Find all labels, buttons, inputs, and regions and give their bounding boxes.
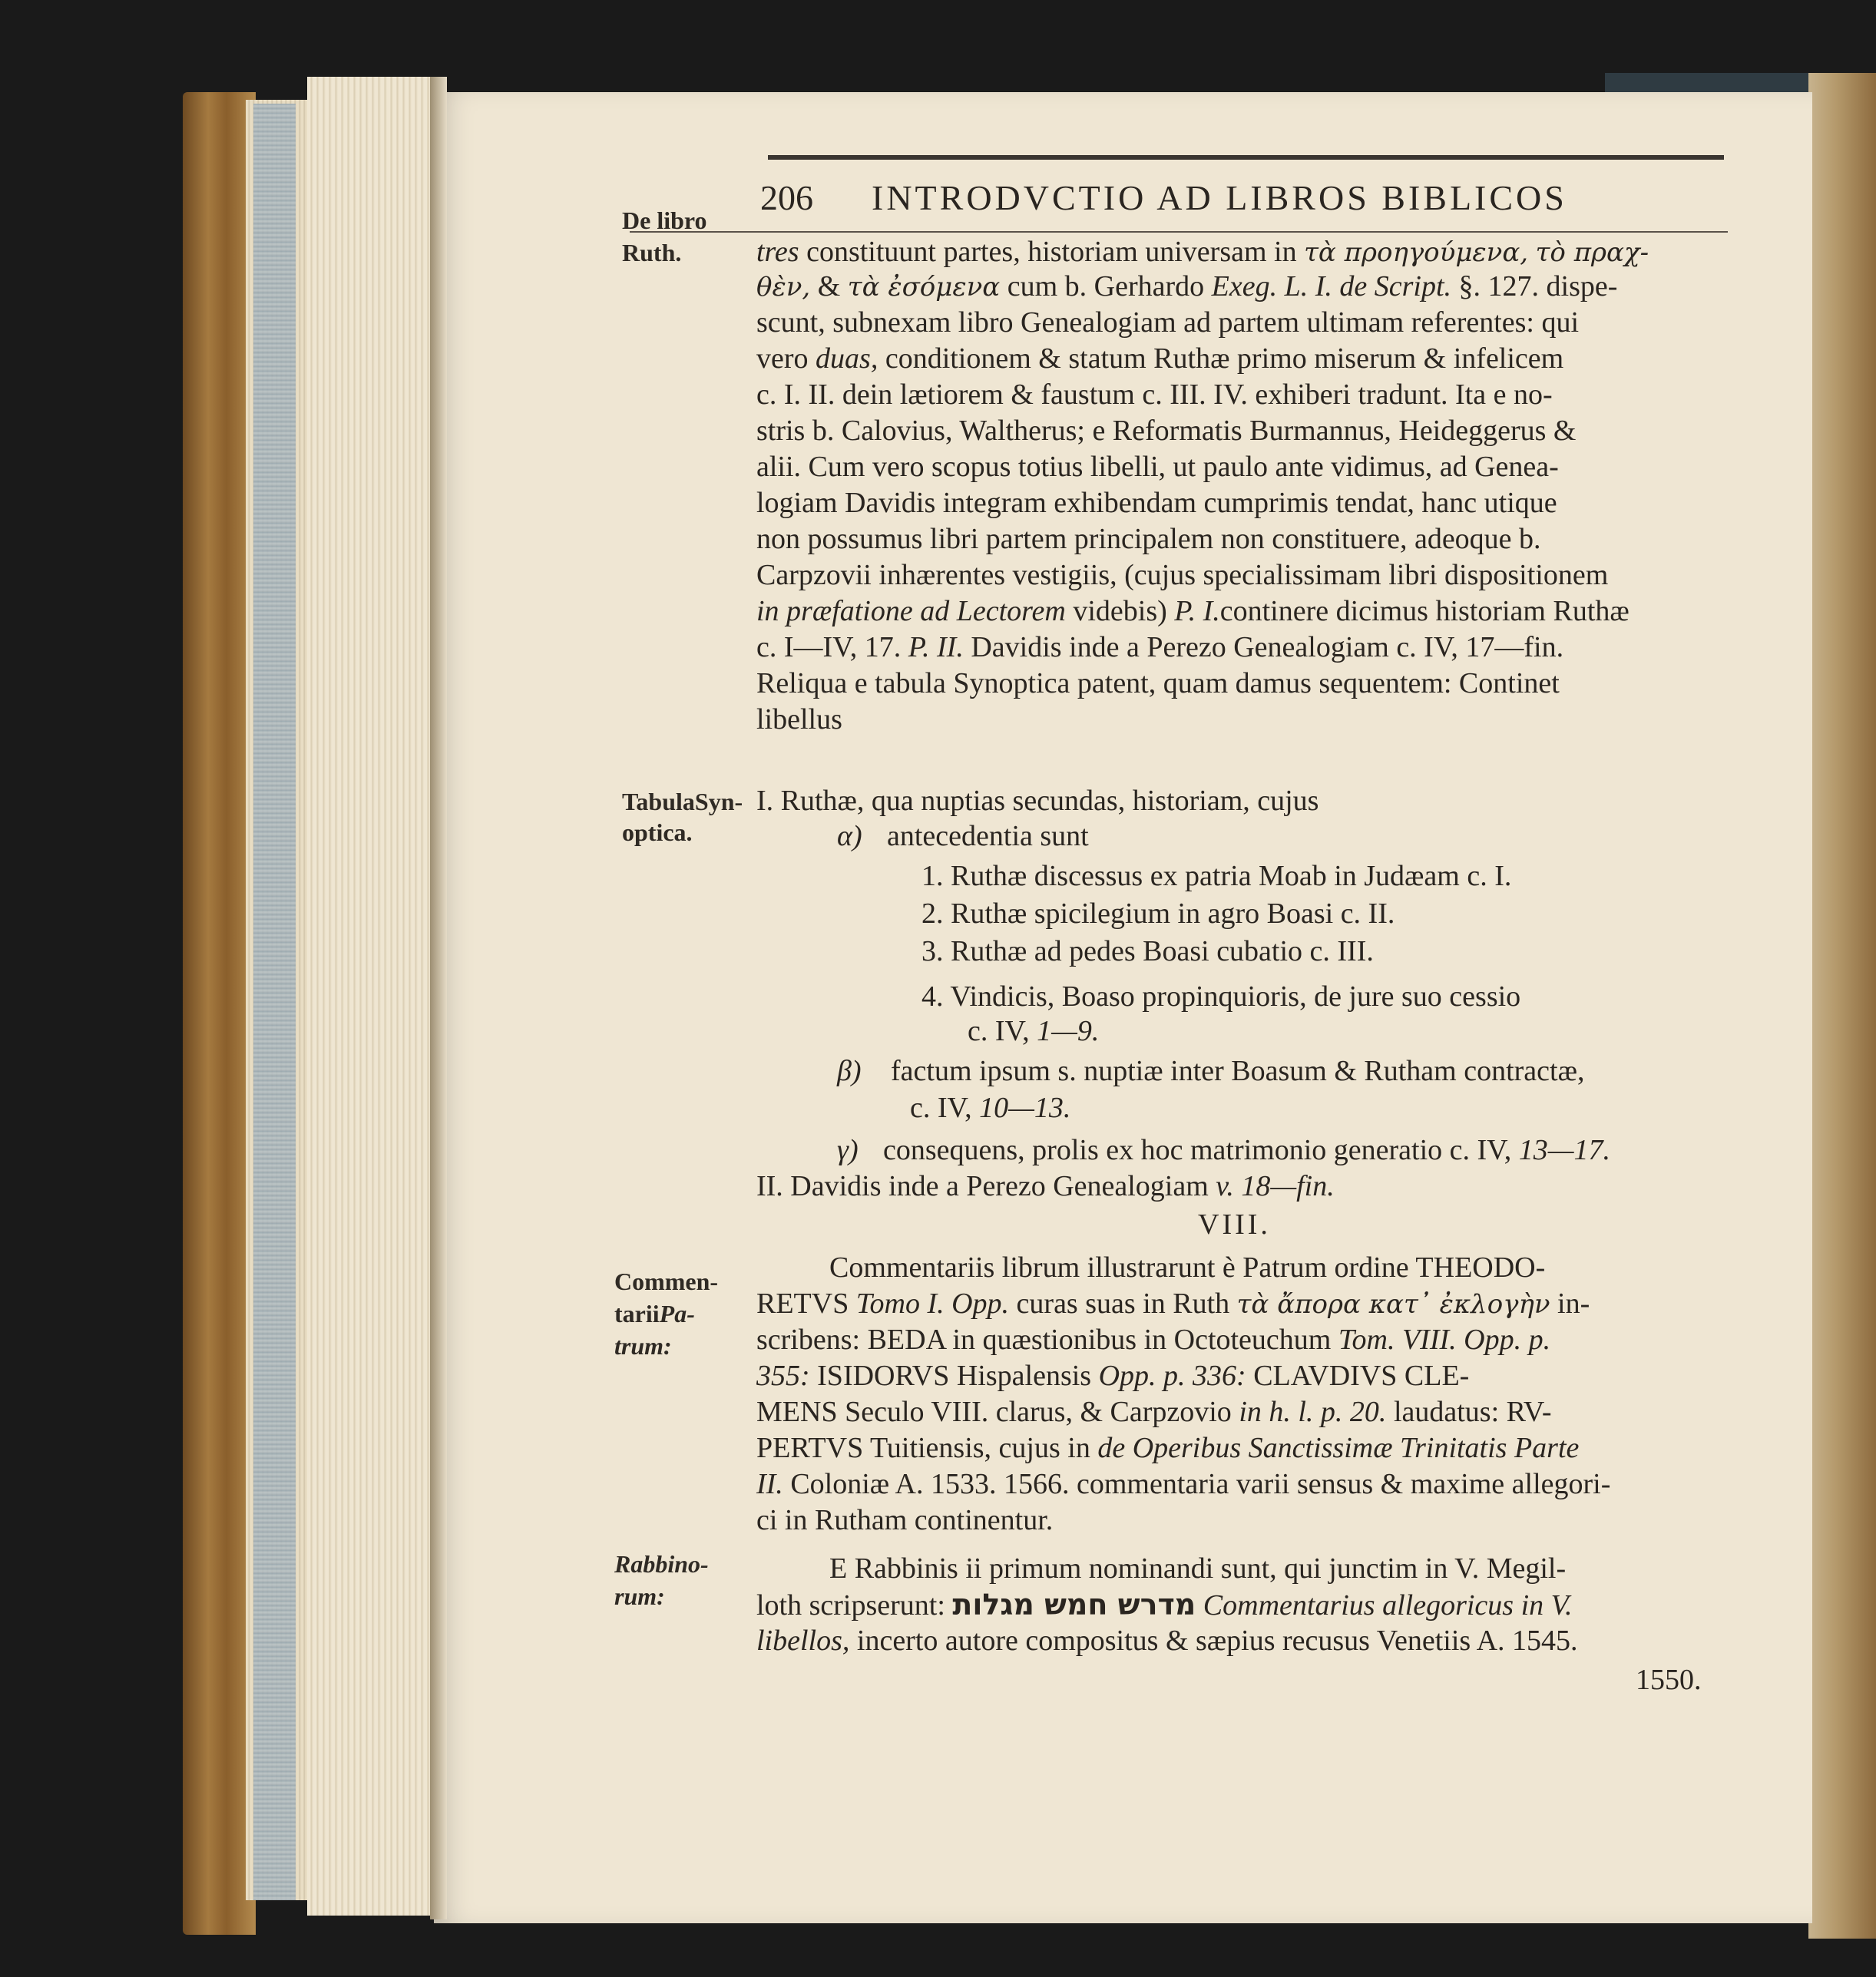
- synopsis-line: 2. Ruthæ spicilegium in agro Boasi c. II.: [921, 898, 1395, 930]
- synopsis-line: factum ipsum s. nuptiæ inter Boasum & Rutham contractæ,: [891, 1055, 1585, 1087]
- margin-note-rum: rum:: [614, 1582, 665, 1610]
- margin-note-commentarii: Commen-: [614, 1268, 719, 1295]
- synopsis-label-beta: β): [837, 1055, 862, 1087]
- text-line: loth scripserunt: מדרש חמש מגלות Commentarius allegoricus in V.: [756, 1588, 1573, 1622]
- text-line: Carpzovii inhærentes vestigiis, (cujus specialissimam libri dispositionem: [756, 559, 1609, 591]
- text-line: E Rabbinis ii primum nominandi sunt, qui junctim in V. Megil-: [829, 1552, 1567, 1585]
- synopsis-line: 3. Ruthæ ad pedes Boasi cubatio c. III.: [921, 935, 1374, 967]
- text-line: vero duas, conditionem & statum Ruthæ primo miserum & infelicem: [756, 342, 1564, 375]
- text-line: Reliqua e tabula Synoptica patent, quam damus sequentem: Continet: [756, 667, 1560, 699]
- text-line: alii. Cum vero scopus totius libelli, ut paulo ante vidimus, ad Genea-: [756, 451, 1559, 483]
- hebrew-title: מדרש חמש מגלות: [952, 1588, 1196, 1622]
- right-page-edge: [1808, 73, 1876, 1939]
- text-line: MENS Seculo VIII. clarus, & Carpzovio in h. l. p. 20. laudatus: RV-: [756, 1396, 1552, 1428]
- page-gutter: [430, 77, 447, 1919]
- page-leaves: [307, 77, 438, 1916]
- sprinkled-edge: [253, 104, 296, 1900]
- text-line: non possumus libri partem principalem non constituere, adeoque b.: [756, 523, 1541, 555]
- text-line: c. I—IV, 17. P. II. Davidis inde a Perezo Genealogiam c. IV, 17—fin.: [756, 631, 1564, 663]
- running-title: INTRODVCTIO AD LIBROS BIBLICOS: [872, 178, 1567, 217]
- text-line: logiam Davidis integram exhibendam cumprimis tendat, hanc utique: [756, 487, 1557, 519]
- synopsis-label-gamma: γ): [837, 1134, 859, 1166]
- synopsis-line: c. IV, 10—13.: [910, 1092, 1071, 1124]
- section-heading: VIII.: [1198, 1208, 1271, 1241]
- text-line: stris b. Calovius, Waltherus; e Reformatis Burmannus, Heideggerus &: [756, 415, 1577, 447]
- synopsis-line: consequens, prolis ex hoc matrimonio generatio c. IV, 13—17.: [883, 1134, 1611, 1166]
- text-line: RETVS Tomo I. Opp. curas suas in Ruth τὰ ἄπορα κατ᾽ ἐκλογὴν in-: [756, 1288, 1590, 1320]
- margin-note-optica: optica.: [622, 818, 693, 846]
- synopsis-line: antecedentia sunt: [887, 820, 1089, 852]
- text-line: libellos, incerto autore compositus & sæpius recusus Venetiis A. 1545.: [756, 1625, 1578, 1657]
- text-line: c. I. II. dein lætiorem & faustum c. III. IV. exhiberi tradunt. Ita e no-: [756, 379, 1553, 411]
- text-line: PERTVS Tuitiensis, cujus in de Operibus Sanctissimæ Trinitatis Parte: [756, 1432, 1580, 1464]
- synopsis-line: 1. Ruthæ discessus ex patria Moab in Judæam c. I.: [921, 860, 1512, 892]
- margin-note-de-libro: De libro: [622, 207, 707, 234]
- margin-note-patrum: trum:: [614, 1332, 672, 1360]
- synopsis-part-2: II. Davidis inde a Perezo Genealogiam v. 18—fin.: [756, 1170, 1335, 1202]
- top-rule: [768, 155, 1724, 160]
- text-line: scunt, subnexam libro Genealogiam ad partem ultimam referentes: qui: [756, 306, 1580, 339]
- left-cover-board: [183, 92, 256, 1935]
- margin-note-tabula: TabulaSyn-: [622, 788, 743, 815]
- text-line: in præfatione ad Lectorem videbis) P. I.continere dicimus historiam Ruthæ: [756, 595, 1630, 627]
- margin-note-ruth: Ruth.: [622, 239, 682, 266]
- synopsis-line: 4. Vindicis, Boaso propinquioris, de jure suo cessio: [921, 980, 1521, 1013]
- synopsis-part-1: I. Ruthæ, qua nuptias secundas, historiam, cujus: [756, 785, 1319, 817]
- synopsis-line: c. IV, 1—9.: [968, 1015, 1100, 1047]
- text-line: Commentariis librum illustrarunt è Patrum ordine THEODO-: [829, 1251, 1546, 1284]
- synopsis-label-alpha: α): [837, 820, 862, 852]
- margin-note-tarii: tariiPa-: [614, 1300, 695, 1327]
- header-rule: [630, 231, 1728, 233]
- catchword: 1550.: [1636, 1664, 1702, 1696]
- margin-note-rabbinorum: Rabbino-: [614, 1550, 709, 1578]
- page-number: 206: [760, 178, 813, 217]
- text-line: θὲν, & τὰ ἐσόμενα cum b. Gerhardo Exeg. L. I. de Script. §. 127. dispe-: [756, 270, 1618, 303]
- text-line: scribens: BEDA in quæstionibus in Octoteuchum Tom. VIII. Opp. p.: [756, 1324, 1551, 1356]
- text-line: libellus: [756, 703, 842, 736]
- text-line: II. Coloniæ A. 1533. 1566. commentaria varii sensus & maxime allegori-: [756, 1468, 1611, 1500]
- text-line: 355: ISIDORVS Hispalensis Opp. p. 336: CLAVDIVS CLE-: [756, 1360, 1470, 1392]
- text-line: ci in Rutham continentur.: [756, 1504, 1054, 1536]
- text-line: tres constituunt partes, historiam universam in τὰ προηγούμενα, τὸ πραχ-: [756, 236, 1649, 268]
